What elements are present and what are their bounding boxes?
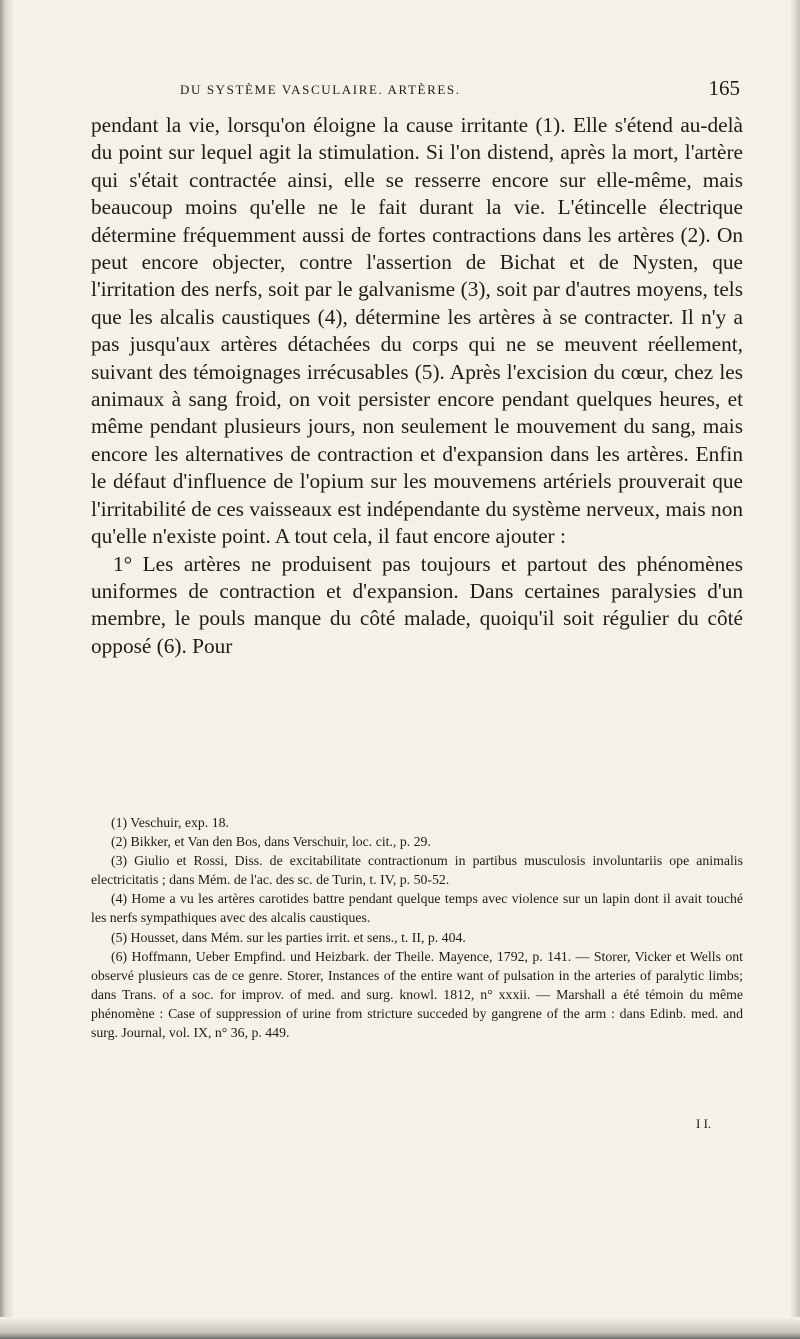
- running-title: DU SYSTÈME VASCULAIRE. ARTÈRES.: [180, 82, 461, 97]
- footnotes: [91, 813, 743, 1042]
- printer-signature: I I.: [696, 1116, 712, 1131]
- page-shadow-bottom: [0, 1317, 800, 1339]
- paragraph: 1° Les artères ne produisent pas toujours et partout des phénomènes uniformes de contraction et d'expansion. Dans certaines paralysies d'un membre, le pouls manque du côté malade, quoiqu'il soit régulier du côté opposé (6). Pour: [91, 551, 743, 658]
- footnote-6: (6) Hoffmann, Ueber Empfind. und Heizbark. der Theile. Mayence, 1792, p. 141. — Storer, Vicker et Wells ont observé plusieurs cas de ce genre. Storer, Instances of the entire want of pulsation in the arteries of paralytic limbs; dans Trans. of a soc. for improv. of med. and surg. knowl. 1812, n° xxxii. — Marshall a été témoin du même phénomène : Case of suppression of urine from stricture succeded by gangrene of the arm : dans Edinb. med. and surg. Journal, vol. IX, n° 36, p. 449.: [91, 948, 743, 1041]
- paragraph: pendant la vie, lorsqu'on éloigne la cause irritante (1). Elle s'étend au-delà du point sur lequel agit la stimulation. Si l'on distend, après la mort, l'artère qui s'était contractée ainsi, elle se resserre encore sur elle-même, mais beaucoup moins qu'elle ne le fait durant la vie. L'étincelle électrique détermine fréquemment aussi de fortes contractions dans les artères (2). On peut encore objecter, contre l'assertion de Bichat et de Nysten, que l'irritation des nerfs, soit par le galvanisme (3), soit par d'autres moyens, tels que les alcalis caustiques (4), détermine les artères à se contracter. Il n'y a pas jusqu'aux artères détachées du corps qui ne se meuvent réellement, suivant des témoignages irrécusables (5). Après l'excision du cœur, chez les animaux à sang froid, on voit persister encore pendant quelques heures, et même pendant plusieurs jours, non seulement le mouvement du sang, mais encore les alternatives de contraction et d'expansion dans les artères. Enfin le défaut d'influence de l'opium sur les mouvemens artériels prouverait que l'irritabilité de ces vaisseaux est indépendante du système nerveux, mais non qu'elle n'existe point. A tout cela, il faut encore ajouter :: [91, 113, 743, 549]
- footnote-4: (4) Home a vu les artères carotides battre pendant quelque temps avec violence sur un lapin dont il avait touché les nerfs sympathiques avec des alcalis caustiques.: [91, 891, 743, 926]
- page-number: 165: [708, 76, 740, 100]
- running-header: [180, 76, 740, 106]
- footnote-1: (1) Veschuir, exp. 18.: [111, 815, 229, 830]
- page-shadow-left: [0, 0, 14, 1339]
- footnote-3: (3) Giulio et Rossi, Diss. de excitabilitate contractionum in partibus musculosis involuntariis ope animalis electricitatis ; dans Mém. de l'ac. des sc. de Turin, t. IV, p. 50-52.: [91, 853, 743, 888]
- footnote-2: (2) Bikker, et Van den Bos, dans Verschuir, loc. cit., p. 29.: [111, 834, 431, 850]
- page-shadow-right: [790, 0, 800, 1339]
- footnote-5: (5) Housset, dans Mém. sur les parties irrit. et sens., t. II, p. 404.: [111, 929, 466, 945]
- main-text: [91, 112, 743, 660]
